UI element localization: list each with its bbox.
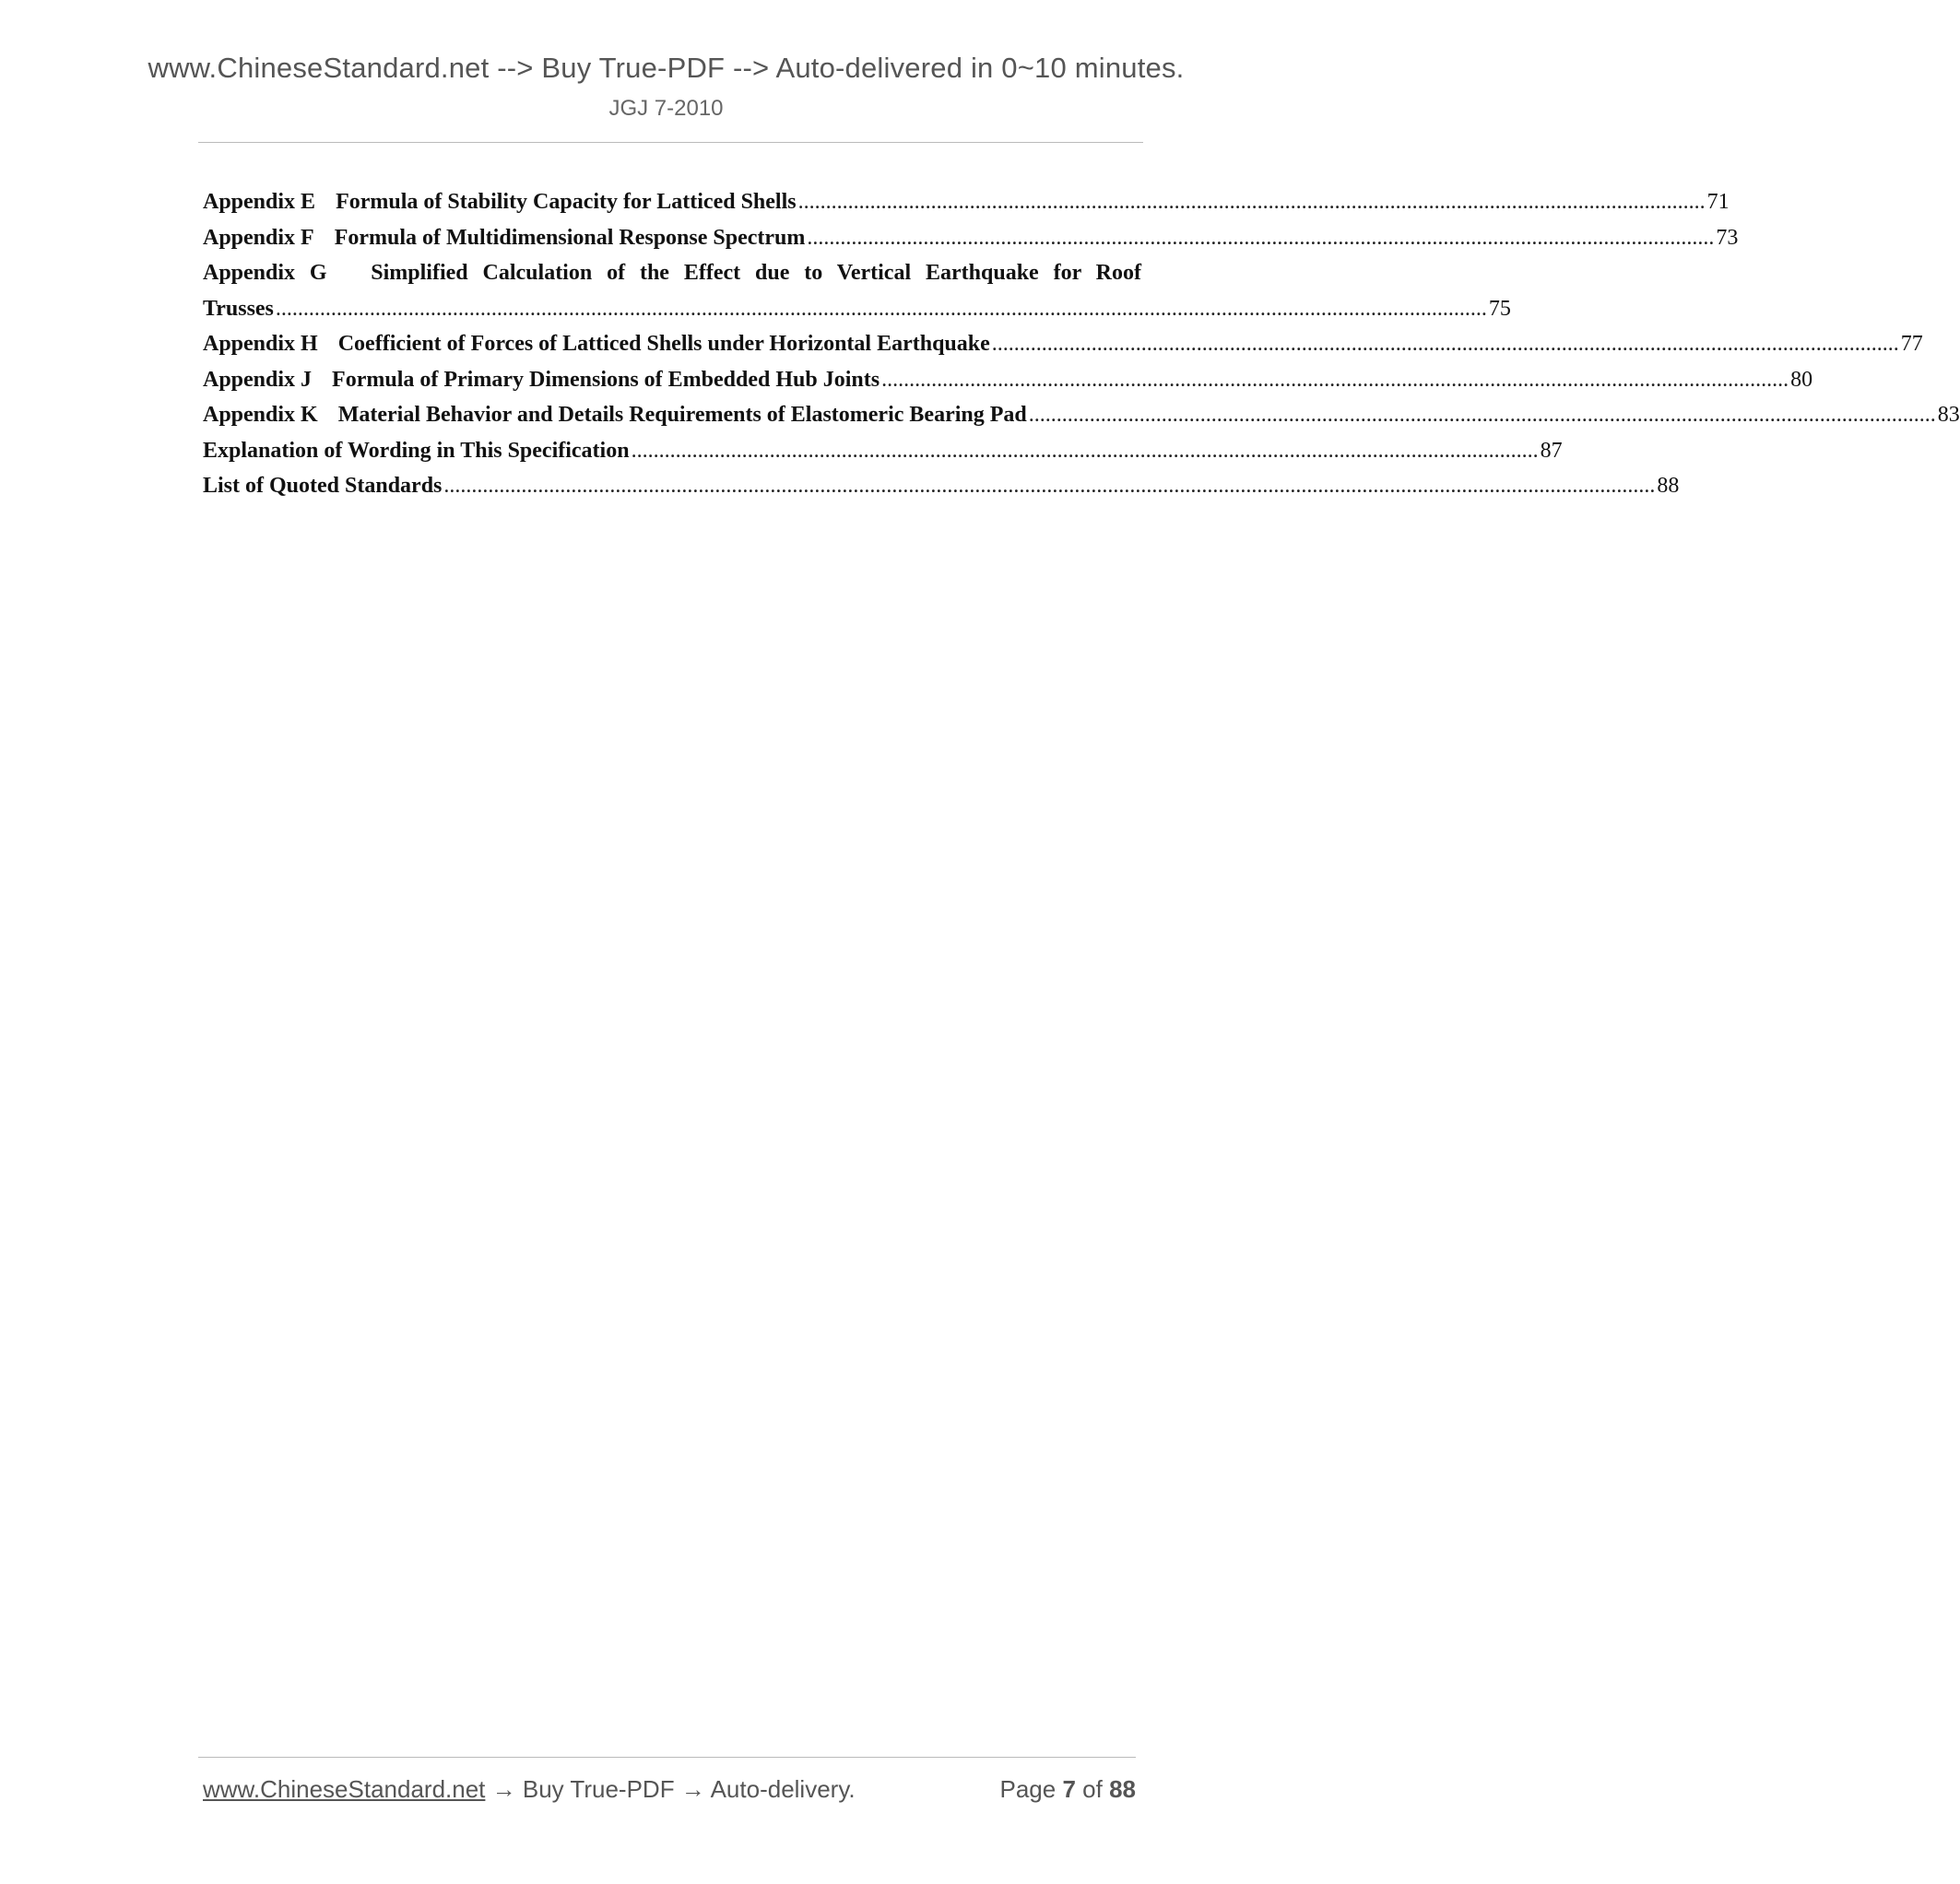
toc-title: Explanation of Wording in This Specification [203, 438, 630, 463]
toc-page-number: 73 [1716, 225, 1739, 250]
buy-text: → Buy True-PDF → Auto-delivery. [491, 1775, 856, 1803]
toc-entry-quoted-standards[interactable] [203, 468, 1680, 504]
page-footer [203, 1775, 1136, 1804]
table-of-contents [203, 184, 1960, 504]
toc-page-number: 80 [1790, 367, 1813, 392]
toc-page-number: 77 [1900, 332, 1923, 356]
toc-title-continued: Trusses [203, 296, 274, 321]
toc-title: Coefficient of Forces of Latticed Shells under Horizontal Earthquake [337, 332, 990, 356]
toc-page-number: 75 [1488, 296, 1511, 321]
standard-number: JGJ 7-2010 [608, 96, 724, 121]
toc-title: Formula of Primary Dimensions of Embedded Hub Joints [332, 367, 880, 392]
toc-entry-explanation-of-wording[interactable] [203, 433, 1563, 469]
toc-label: Appendix G [203, 261, 327, 285]
dot-leader: .................................................................................................................................................................... [1028, 403, 1936, 427]
site-link[interactable]: www.ChineseStandard.net [203, 1775, 486, 1803]
dot-leader: .................................................................................................................................................................... [797, 190, 1706, 214]
toc-label: Appendix H [203, 332, 318, 356]
dot-leader: ........................................................................................................................................................................................................................... [443, 474, 1656, 498]
toc-title: Formula of Multidimensional Response Spectrum [334, 225, 806, 250]
total-pages: 88 [1109, 1775, 1136, 1803]
footer-divider [198, 1757, 1136, 1758]
dot-leader: .................................................................................................................................................................... [881, 367, 1789, 392]
toc-label: Appendix J [203, 367, 313, 392]
toc-label: Appendix F [203, 225, 314, 250]
toc-page-number: 83 [1937, 403, 1960, 427]
header-banner: www.ChineseStandard.net --> Buy True-PDF --> Auto-delivered in 0~10 minutes. [148, 52, 1185, 84]
dot-leader: .................................................................................................................................................................... [807, 225, 1715, 250]
toc-title: Simplified Calculation of the Effect due to Vertical Earthquake for Roof [371, 261, 1142, 285]
header-divider [198, 142, 1143, 143]
toc-label: Appendix E [203, 190, 316, 214]
toc-label: Appendix K [203, 403, 318, 427]
toc-entry-appendix-f[interactable] [203, 220, 1739, 256]
page-indicator [999, 1775, 1136, 1804]
of-word: of [1082, 1775, 1103, 1803]
toc-entry-appendix-k[interactable] [203, 397, 1960, 433]
toc-title: Material Behavior and Details Requirements of Elastomeric Bearing Pad [337, 403, 1027, 427]
dot-leader: ........................................................................................................................................................................................................................... [275, 296, 1487, 321]
toc-page-number: 88 [1657, 474, 1680, 498]
toc-title: List of Quoted Standards [203, 474, 443, 498]
toc-title: Formula of Stability Capacity for Latticed Shells [336, 190, 797, 214]
page-word: Page [999, 1775, 1057, 1803]
toc-entry-appendix-j[interactable] [203, 362, 1813, 398]
current-page: 7 [1062, 1775, 1076, 1803]
toc-page-number: 71 [1706, 190, 1730, 214]
toc-page-number: 87 [1540, 438, 1563, 463]
dot-leader: .................................................................................................................................................................... [991, 332, 1899, 356]
toc-entry-appendix-e[interactable] [203, 184, 1730, 220]
toc-entry-appendix-g[interactable] [203, 255, 1511, 326]
toc-entry-appendix-h[interactable] [203, 326, 1923, 362]
dot-leader: .................................................................................................................................................................... [631, 438, 1539, 463]
